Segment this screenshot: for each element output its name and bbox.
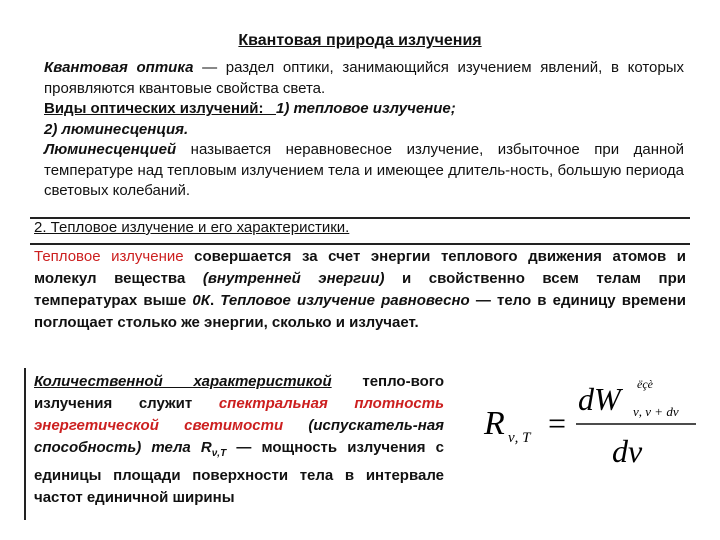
quantum-optics-definition: — раздел оптики, занимающийся изучением явлений, в которых проявляются квантовые свойства света. xyxy=(44,59,685,97)
type-thermal: 1) тепловое излучение; xyxy=(276,100,456,117)
spectral-density-term: спектральная плотность энергетической светимости xyxy=(34,395,444,434)
spectral-text-d xyxy=(283,417,308,434)
types-pad xyxy=(263,100,276,117)
formula-num-subscript: ν, ν + dν xyxy=(633,404,679,419)
thermal-internal-energy: (внутренней энергии) xyxy=(202,270,385,287)
intro-block xyxy=(44,58,684,202)
type2-line xyxy=(44,120,684,141)
formula-lhs-subscript: ν, T xyxy=(508,430,531,446)
thermal-text-c: атомов и молекул вещества xyxy=(34,248,686,287)
thermal-text-b: счет энергии теплового движения xyxy=(328,248,602,265)
divider-bottom xyxy=(30,243,690,245)
types-label: Виды оптических излучений: xyxy=(44,100,264,117)
intro-paragraph xyxy=(44,58,684,99)
formula-lhs-R: R xyxy=(484,405,505,442)
spectral-paragraph xyxy=(34,371,444,509)
formula-numerator: dW xyxy=(578,381,621,417)
thermal-text-e: и свойственно всем телам при температурах выше xyxy=(34,270,686,309)
thermal-block xyxy=(34,246,686,334)
formula-superscript: ёçè xyxy=(637,377,653,391)
thermal-paragraph xyxy=(34,246,686,334)
page-title: Квантовая природа излучения xyxy=(238,32,482,49)
luminescence-paragraph xyxy=(44,140,684,202)
symbol-R-subscript: ν,T xyxy=(211,448,227,459)
quantitative-characteristic: Количественной характеристикой xyxy=(34,373,332,390)
symbol-R: R xyxy=(200,439,212,456)
type-luminescence: 2) люминесценция. xyxy=(44,120,189,138)
spectral-block xyxy=(34,371,444,509)
spectral-text-h: — мощность излучения с единицы площади поверхности тела в интервале частот единичной ширины xyxy=(34,439,444,506)
term-quantum-optics: Квантовая оптика xyxy=(44,59,194,76)
luminescence-definition: называется неравновесное излучение, избыточное при данной температуре над тепловым излучением тела и имеющее длитель-ность, большую периода световых колебаний. xyxy=(44,141,684,199)
formula-equals: = xyxy=(548,405,567,441)
thermal-text-g: . xyxy=(209,292,221,309)
spectral-text-f: тела xyxy=(141,439,201,456)
thermal-equilibrium: Тепловое излучение равновесно xyxy=(220,292,470,309)
term-thermal-radiation: Тепловое излучение xyxy=(34,248,184,265)
thermal-text-i: — тело в единицу времени поглощает столько же энергии, сколько и излучает. xyxy=(34,292,687,331)
formula-svg xyxy=(480,372,700,482)
types-line xyxy=(44,99,684,120)
section2-heading: 2. Тепловое излучение и его характеристики. xyxy=(34,219,350,236)
formula xyxy=(480,372,700,482)
spectral-text-b: тепло-вого излучения служит xyxy=(34,373,444,412)
left-accent-line xyxy=(24,368,26,520)
formula-denominator: dν xyxy=(612,433,643,469)
emissivity-term: (испускатель-ная способность) xyxy=(34,417,444,456)
thermal-zero-kelvin: 0К xyxy=(192,292,210,309)
thermal-text-a: совершается за xyxy=(183,248,329,265)
term-luminescence: Люминесценцией xyxy=(44,141,177,158)
